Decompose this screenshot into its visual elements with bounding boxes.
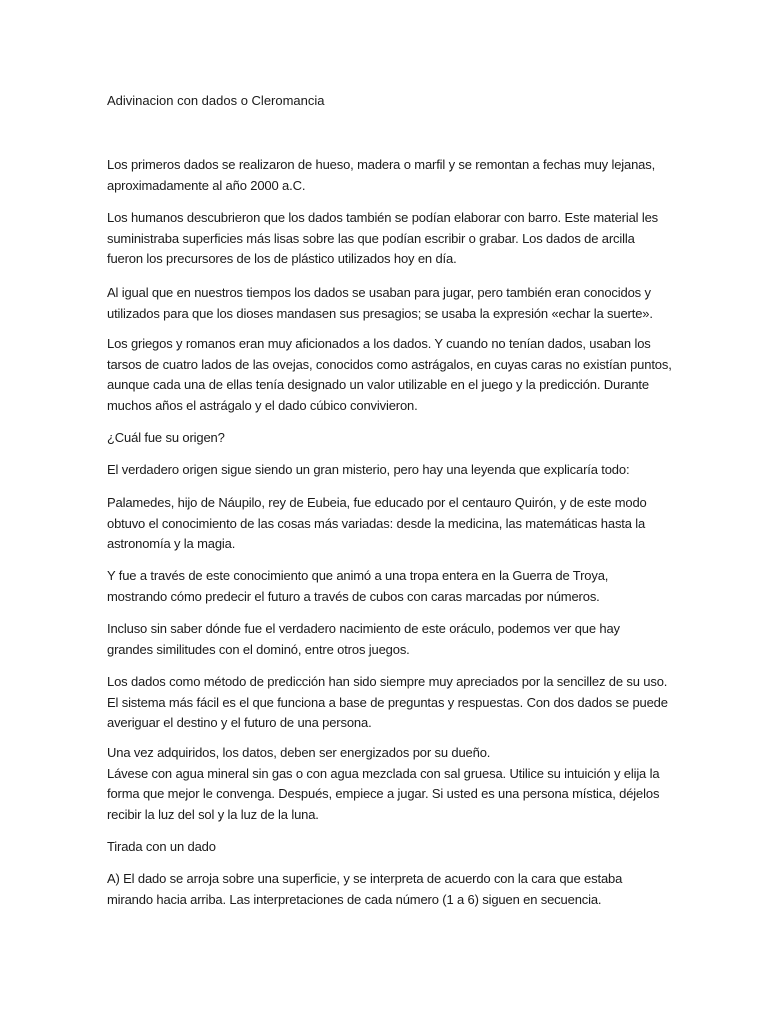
document-title: Adivinacion con dados o Cleromancia [107,93,325,108]
paragraph-domino: Incluso sin saber dónde fue el verdadero nacimiento de este oráculo, podemos ver que hay grandes similitudes con el dominó, entre otros juegos. [107,621,620,657]
paragraph-energize: Una vez adquiridos, los datos, deben ser energizados por su dueño. Lávese con agua mineral sin gas o con agua mezclada con sal gruesa. Utilice su intuición y elija la forma que mejor le convenga. Después, empiece a jugar. Si usted es una persona mística, déjelos recibir la luz del sol y la luz de la luna. [107,745,660,822]
paragraph-origin-question: ¿Cuál fue su origen? [107,430,225,445]
paragraph-origins: Los primeros dados se realizaron de hueso, madera o marfil y se remontan a fechas muy lejanas, aproximadamente al año 2000 a.C. [107,157,656,193]
paragraph-troy: Y fue a través de este conocimiento que animó a una tropa entera en la Guerra de Troya, mostrando cómo predecir el futuro a través de cubos con caras marcadas por números. [107,568,609,604]
paragraph-greeks-romans: Los griegos y romanos eran muy aficionados a los dados. Y cuando no tenían dados, usaban los tarsos de cuatro lados de las ovejas, conocidos como astrágalos, en cuyas caras no existían puntos, aunque cada una de ellas tenía designado un valor utilizable en el juego y la predicción. Durante muchos años el astrágalo y el dado cúbico convivieron. [107,336,672,413]
paragraph-palamedes: Palamedes, hijo de Náupilo, rey de Eubeia, fue educado por el centauro Quirón, y de este modo obtuvo el conocimiento de las cosas más variadas: desde la medicina, las matemáticas hasta la astronomía y la magia. [107,495,647,551]
paragraph-clay-dice: Los humanos descubrieron que los dados también se podían elaborar con barro. Este material les suministraba superficies más lisas sobre las que podían escribir o grabar. Los dados de arcilla fueron los precursores de los de plástico utilizados hoy en día. [107,210,659,266]
paragraph-prediction-method: Los dados como método de predicción han sido siempre muy apreciados por la sencillez de su uso. El sistema más fácil es el que funciona a base de preguntas y respuestas. Con dos dados se puede averiguar el destino y el futuro de una persona. [107,674,668,730]
paragraph-single-die-rule: A) El dado se arroja sobre una superficie, y se interpreta de acuerdo con la cara que estaba mirando hacia arriba. Las interpretaciones de cada número (1 a 6) siguen en secuencia. [107,871,623,907]
paragraph-single-die-heading: Tirada con un dado [107,839,216,854]
paragraph-omens: Al igual que en nuestros tiempos los dados se usaban para jugar, pero también eran conocidos y utilizados para que los dioses mandasen sus presagios; se usaba la expresión «echar la suerte». [107,285,653,321]
paragraph-legend: El verdadero origen sigue siendo un gran misterio, pero hay una leyenda que explicaría todo: [107,462,630,477]
